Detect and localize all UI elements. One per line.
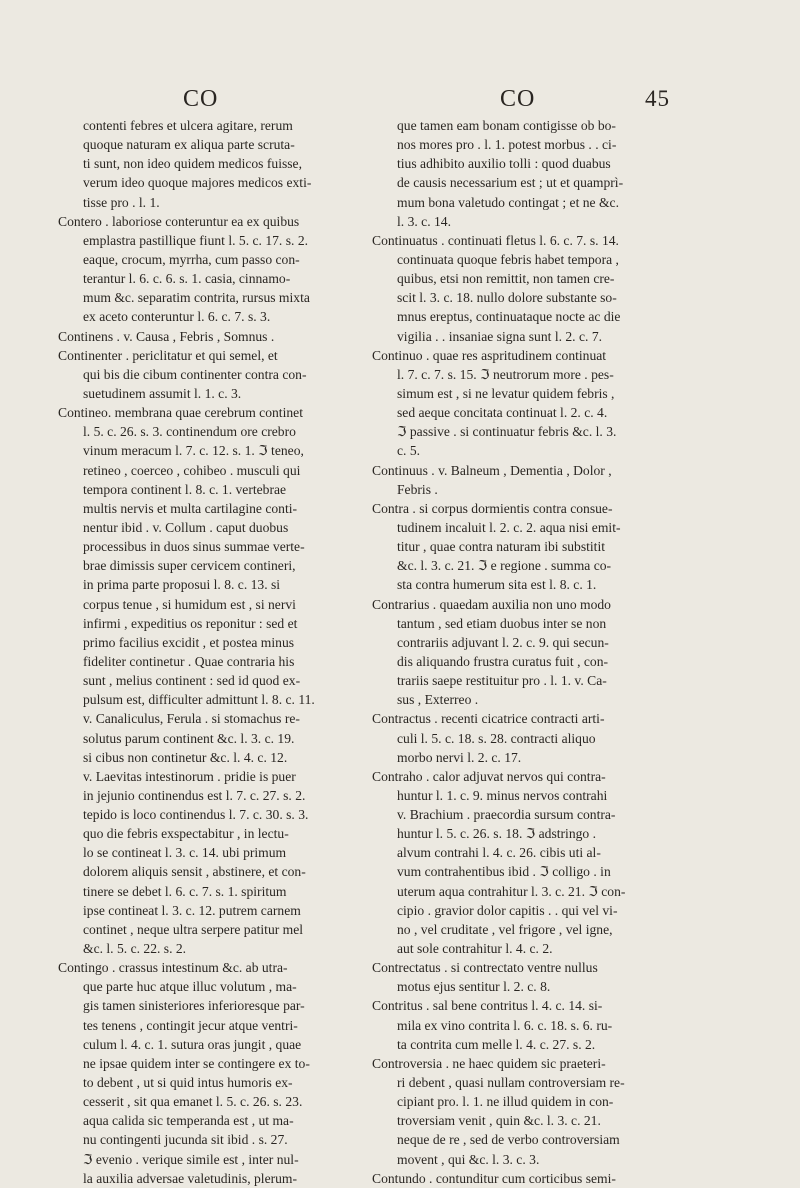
text-line: terantur l. 6. c. 6. s. 1. casia, cinnamo- bbox=[83, 271, 291, 287]
entry-headword-line: Contractus . recenti cicatrice contracti arti- bbox=[372, 711, 605, 727]
text-line: ri debent , quasi nullam controversiam re- bbox=[397, 1075, 625, 1091]
text-line: dis aliquando frustra curatus fuit , con- bbox=[397, 653, 609, 669]
header-right-word: CO bbox=[500, 86, 536, 112]
text-line: v. Laevitas intestinorum . pridie is puer bbox=[83, 768, 296, 784]
entry-headword-line: Contineo. membrana quae cerebrum continet bbox=[58, 405, 303, 421]
header-left-word: CO bbox=[183, 86, 219, 112]
text-line: continuata quoque febris habet tempora , bbox=[397, 251, 619, 267]
entry-headword-line: Contra . si corpus dormientis contra consue- bbox=[372, 500, 613, 516]
entry-headword-line: Continuatus . continuati fletus l. 6. c. 7. s. 14. bbox=[372, 232, 619, 248]
entry-headword-line: Contrarius . quaedam auxilia non uno modo bbox=[372, 596, 611, 612]
text-line: que parte huc atque illuc volutum , ma- bbox=[83, 979, 297, 995]
text-line: si cibus non continetur &c. l. 4. c. 12. bbox=[83, 749, 288, 765]
text-line: multis nervis et multa cartilagine conti- bbox=[83, 500, 298, 516]
text-line: simum est , si ne levatur quidem febris , bbox=[397, 385, 615, 401]
entry-headword-line: Contundo . contunditur cum corticibus semi- bbox=[372, 1170, 616, 1186]
text-line: v. Canaliculus, Ferula . si stomachus re- bbox=[83, 711, 300, 727]
text-line: scit l. 3. c. 18. nullo dolore substante so- bbox=[397, 290, 617, 306]
text-line: v. Brachium . praecordia sursum contra- bbox=[397, 807, 616, 823]
text-line: infirmi , expeditius os reponitur : sed et bbox=[83, 615, 298, 631]
text-line: suetudinem assumit l. 1. c. 3. bbox=[83, 385, 242, 401]
text-line: troversiam venit , quin &c. l. 3. c. 21. bbox=[397, 1113, 601, 1129]
text-line: cesserit , sit qua emanet l. 5. c. 26. s. 23. bbox=[83, 1094, 303, 1110]
text-line: qui bis die cibum continenter contra con- bbox=[83, 366, 307, 382]
text-line: to debent , ut si quid intus humoris ex- bbox=[83, 1075, 293, 1091]
text-line: huntur l. 5. c. 26. s. 18. ℑ adstringo . bbox=[397, 826, 597, 842]
text-line: quoque naturam ex aliqua parte scruta- bbox=[83, 137, 295, 153]
text-line: l. 5. c. 26. s. 3. continendum ore crebro bbox=[83, 424, 296, 440]
text-line: aqua calida sic temperanda est , ut ma- bbox=[83, 1113, 294, 1129]
text-line: sunt , melius continent : sed id quod ex- bbox=[83, 673, 301, 689]
entry-headword-line: Contero . laboriose conteruntur ea ex quibus bbox=[58, 213, 300, 229]
text-line: Febris . bbox=[397, 481, 438, 497]
right-column bbox=[372, 116, 682, 1188]
text-line: ex aceto conteruntur l. 6. c. 7. s. 3. bbox=[83, 309, 271, 325]
text-line: fideliter continetur . Quae contraria his bbox=[83, 653, 295, 669]
text-line: tisse pro . l. 1. bbox=[83, 194, 160, 210]
text-line: cipiant pro. l. 1. ne illud quidem in con- bbox=[397, 1094, 614, 1110]
text-line: mila ex vino contrita l. 6. c. 18. s. 6. ru- bbox=[397, 1017, 613, 1033]
text-line: tius adhibito auxilio tolli : quod duabus bbox=[397, 156, 611, 172]
text-line: quo die febris exspectabitur , in lectu- bbox=[83, 826, 289, 842]
text-line: l. 3. c. 14. bbox=[397, 213, 451, 229]
text-line: c. 5. bbox=[397, 443, 421, 459]
text-line: corpus tenue , si humidum est , si nervi bbox=[83, 596, 296, 612]
running-header bbox=[0, 86, 800, 116]
entry-headword-line: Continenter . periclitatur et qui semel, et bbox=[58, 347, 278, 363]
text-line: trariis saepe restituitur pro . l. 1. v. Ca- bbox=[397, 673, 607, 689]
text-line: quibus, etsi non remittit, non tamen cre- bbox=[397, 271, 615, 287]
text-line: primo facilius excidit , et postea minus bbox=[83, 634, 295, 650]
text-line: nu contingenti jucunda sit ibid . s. 27. bbox=[83, 1132, 288, 1148]
text-line: ipse contineat l. 3. c. 12. putrem carnem bbox=[83, 902, 301, 918]
entry-headword-line: Contrectatus . si contrectato ventre nullus bbox=[372, 960, 598, 976]
text-line: solutus parum continent &c. l. 3. c. 19. bbox=[83, 730, 295, 746]
page-number: 45 bbox=[645, 86, 670, 111]
entry-headword-line: Contraho . calor adjuvat nervos qui contra- bbox=[372, 768, 606, 784]
text-line: in prima parte proposui l. 8. c. 13. si bbox=[83, 577, 281, 593]
text-line: morbo nervi l. 2. c. 17. bbox=[397, 749, 522, 765]
text-line: ti sunt, non ideo quidem medicos fuisse, bbox=[83, 156, 302, 172]
text-line: processibus in duos sinus summae verte- bbox=[83, 539, 305, 555]
text-line: &c. l. 5. c. 22. s. 2. bbox=[83, 941, 187, 957]
text-line: ℑ evenio . verique simile est , inter nul- bbox=[83, 1151, 299, 1167]
text-line: pulsum est, difficulter admittunt l. 8. c. 11. bbox=[83, 692, 315, 708]
text-line: huntur l. 1. c. 9. minus nervos contrahi bbox=[397, 787, 608, 803]
text-line: la auxilia adversae valetudinis, plerum- bbox=[83, 1170, 298, 1186]
entry-headword-line: Continuus . v. Balneum , Dementia , Dolor , bbox=[372, 462, 612, 478]
text-line: &c. l. 3. c. 21. ℑ e regione . summa co- bbox=[397, 558, 612, 574]
text-line: de causis necessarium est ; ut et quamprì- bbox=[397, 175, 624, 191]
text-line: tepido is loco continendus l. 7. c. 30. s. 3. bbox=[83, 807, 309, 823]
text-line: contrariis adjuvant l. 2. c. 9. qui secun- bbox=[397, 634, 609, 650]
text-line: retineo , coerceo , cohibeo . musculi qui bbox=[83, 462, 301, 478]
text-line: sus , Exterreo . bbox=[397, 692, 479, 708]
text-line: vum contrahentibus ibid . ℑ colligo . in bbox=[397, 864, 611, 880]
text-line: alvum contrahi l. 4. c. 26. cibis uti al- bbox=[397, 845, 601, 861]
text-line: tantum , sed etiam duobus inter se non bbox=[397, 615, 607, 631]
text-line: sta contra humerum sita est l. 8. c. 1. bbox=[397, 577, 597, 593]
text-line: mum bona valetudo contingat ; et ne &c. bbox=[397, 194, 619, 210]
text-line: ne ipsae quidem inter se contingere ex to- bbox=[83, 1055, 310, 1071]
text-line: eaque, crocum, myrrha, cum passo con- bbox=[83, 251, 300, 267]
text-line: tudinem incaluit l. 2. c. 2. aqua nisi emit- bbox=[397, 519, 621, 535]
text-line: nentur ibid . v. Collum . caput duobus bbox=[83, 519, 289, 535]
text-line: no , vel cruditate , vel frigore , vel igne, bbox=[397, 921, 613, 937]
text-line: que tamen eam bonam contigisse ob bo- bbox=[397, 118, 616, 133]
text-line: motus ejus sentitur l. 2. c. 8. bbox=[397, 979, 551, 995]
text-line: sed aeque concitata continuat l. 2. c. 4. bbox=[397, 405, 608, 421]
text-line: mnus ereptus, continuataque nocte ac die bbox=[397, 309, 621, 325]
text-line: culum l. 4. c. 1. sutura oras jungit , quae bbox=[83, 1036, 302, 1052]
text-line: verum ideo quoque majores medicos exti- bbox=[83, 175, 312, 191]
entry-headword-line: Contritus . sal bene contritus l. 4. c. 14. si- bbox=[372, 998, 603, 1014]
text-line: vinum meracum l. 7. c. 12. s. 1. ℑ teneo, bbox=[83, 443, 304, 459]
text-line: cipio . gravior dolor capitis . . qui vel vi- bbox=[397, 902, 618, 918]
text-line: brae dimissis super cervicem contineri, bbox=[83, 558, 296, 574]
text-line: l. 7. c. 7. s. 15. ℑ neutrorum more . pes- bbox=[397, 366, 614, 382]
entry-headword-line: Contingo . crassus intestinum &c. ab utra- bbox=[58, 960, 288, 976]
text-line: lo se contineat l. 3. c. 14. ubi primum bbox=[83, 845, 287, 861]
text-line: movent , qui &c. l. 3. c. 3. bbox=[397, 1151, 540, 1167]
text-line: contenti febres et ulcera agitare, rerum bbox=[83, 118, 293, 133]
text-line: in jejunio continendus est l. 7. c. 27. s. 2. bbox=[83, 787, 306, 803]
text-line: tes tenens , contingit jecur atque ventri- bbox=[83, 1017, 298, 1033]
text-line: ta contrita cum melle l. 4. c. 27. s. 2. bbox=[397, 1036, 596, 1052]
entry-headword-line: Continens . v. Causa , Febris , Somnus . bbox=[58, 328, 275, 344]
text-line: aut sole contrahitur l. 4. c. 2. bbox=[397, 941, 553, 957]
entry-headword-line: Continuo . quae res aspritudinem continuat bbox=[372, 347, 607, 363]
text-line: tempora continent l. 8. c. 1. vertebrae bbox=[83, 481, 287, 497]
text-line: emplastra pastillique fiunt l. 5. c. 17. s. 2. bbox=[83, 232, 309, 248]
text-line: ℑ passive . si continuatur febris &c. l. 3. bbox=[397, 424, 617, 440]
text-line: nos mores pro . l. 1. potest morbus . . ci- bbox=[397, 137, 617, 153]
entry-headword-line: Controversia . ne haec quidem sic praeteri- bbox=[372, 1055, 606, 1071]
text-line: titur , quae contra naturam ibi substitit bbox=[397, 539, 606, 555]
text-line: culi l. 5. c. 18. s. 28. contracti aliquo bbox=[397, 730, 596, 746]
left-column bbox=[58, 116, 364, 1188]
text-line: tinere se debet l. 6. c. 7. s. 1. spiritum bbox=[83, 883, 287, 899]
text-line: mum &c. separatim contrita, rursus mixta bbox=[83, 290, 310, 306]
text-line: vigilia . . insaniae signa sunt l. 2. c. 7. bbox=[397, 328, 603, 344]
text-line: continet , neque ultra serpere patitur mel bbox=[83, 921, 304, 937]
text-line: neque de re , sed de verbo controversiam bbox=[397, 1132, 620, 1148]
text-line: gis tamen sinisteriores inferioresque par- bbox=[83, 998, 305, 1014]
text-line: uterum aqua contrahitur l. 3. c. 21. ℑ con- bbox=[397, 883, 626, 899]
text-line: dolorem aliquis sensit , abstinere, et con- bbox=[83, 864, 306, 880]
